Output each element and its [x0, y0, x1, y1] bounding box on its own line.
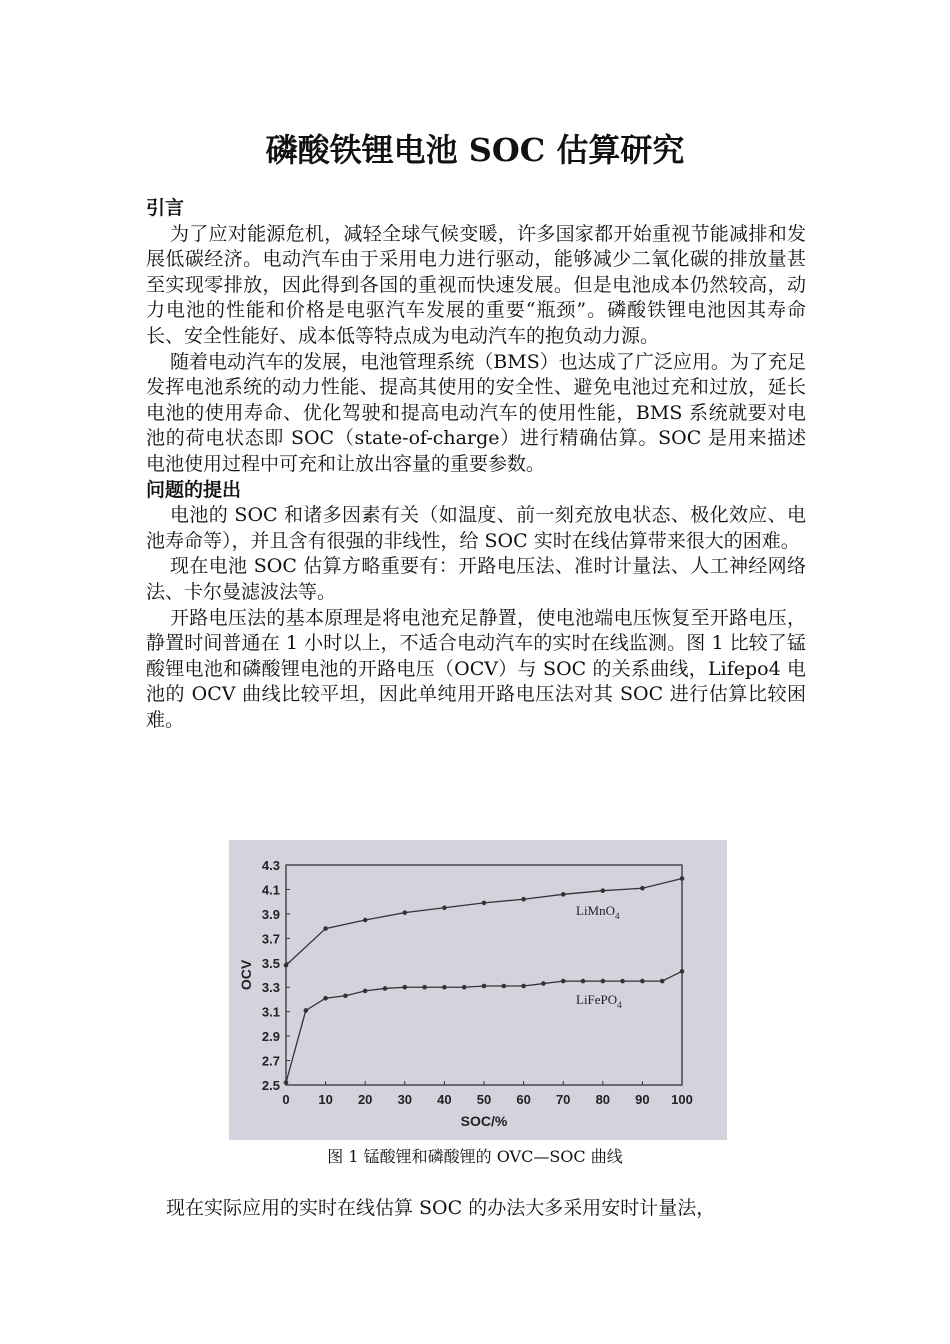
- series-point-1: [343, 993, 348, 998]
- series-point-0: [601, 888, 606, 893]
- x-tick-label: 30: [397, 1092, 413, 1107]
- problem-paragraph-1: 电池的 SOC 和诸多因素有关（如温度、前一刻充放电状态、极化效应、电池寿命等），并且含有很强的非线性，给 SOC 实时在线估算带来很大的困难。: [146, 504, 806, 552]
- series-point-0: [482, 901, 487, 906]
- y-tick-label: 2.7: [261, 1053, 280, 1069]
- series-point-1: [620, 979, 625, 984]
- document-title: 磷酸铁锂电池 SOC 估算研究: [265, 131, 685, 169]
- series-point-1: [442, 985, 447, 990]
- document-body: [146, 196, 806, 733]
- x-tick-label: 70: [555, 1092, 571, 1107]
- series-point-0: [680, 876, 685, 881]
- series-point-0: [284, 963, 289, 968]
- series-point-0: [561, 892, 566, 897]
- series-point-1: [502, 984, 507, 989]
- series-point-1: [640, 979, 645, 984]
- y-tick-label: 3.9: [261, 906, 280, 922]
- y-tick-label: 3.3: [261, 980, 280, 996]
- figure-caption: 图 1 锰酸锂和磷酸锂的 OVC—SOC 曲线: [327, 1147, 623, 1166]
- series-point-0: [521, 897, 526, 902]
- chart-svg: [229, 840, 727, 1140]
- series-point-0: [363, 918, 368, 923]
- series-point-1: [581, 979, 586, 984]
- intro-paragraph-1: 为了应对能源危机，减轻全球气候变暖，许多国家都开始重视节能减排和发展低碳经济。电动汽车由于采用电力进行驱动，能够减少二氧化碳的排放量甚至实现零排放，因此得到各国的重视而快速发展。但是电池成本仍然较高，动力电池的性能和价格是电驱汽车发展的重要“瓶颈”。磷酸铁锂电池因其寿命长、安全性能好、成本低等特点成为电动汽车的抱负动力源。: [146, 222, 806, 347]
- ocv-soc-chart: [229, 840, 727, 1140]
- series-point-1: [660, 979, 665, 984]
- problem-paragraph-3: 开路电压法的基本原理是将电池充足静置，使电池端电压恢复至开路电压，静置时间普通在 1 小时以上，不适合电动汽车的实时在线监测。图 1 比较了锰酸锂电池和磷酸锂电池的开路电压（OCV）与 SOC 的关系曲线，Lifepo4 电池的 OCV 曲线比较平坦，因此单纯用开路电压法对其 SOC 进行估算比较困难。: [146, 606, 806, 731]
- series-point-1: [601, 979, 606, 984]
- x-tick-label: 0: [282, 1092, 290, 1107]
- series-point-0: [403, 910, 408, 915]
- x-tick-label: 20: [357, 1092, 373, 1107]
- series-point-1: [284, 1080, 289, 1085]
- y-tick-label: 3.5: [261, 955, 280, 971]
- x-axis-label: SOC/%: [460, 1113, 508, 1129]
- y-tick-label: 3.1: [261, 1004, 280, 1020]
- x-tick-label: 80: [595, 1092, 611, 1107]
- y-tick-label: 2.5: [261, 1078, 280, 1093]
- x-tick-label: 50: [476, 1092, 492, 1107]
- series-point-1: [422, 985, 427, 990]
- y-tick-label: 4.3: [261, 858, 280, 873]
- series-point-0: [323, 926, 328, 931]
- series-point-1: [403, 985, 408, 990]
- y-axis-label: OCV: [238, 959, 254, 991]
- y-tick-label: 4.1: [261, 882, 280, 898]
- series-point-1: [482, 984, 487, 989]
- problem-paragraph-2: 现在电池 SOC 估算方略重要有：开路电压法、准时计量法、人工神经网络法、卡尔曼滤波法等。: [146, 555, 806, 603]
- series-point-1: [521, 984, 526, 989]
- series-point-1: [541, 981, 546, 986]
- series-point-1: [304, 1008, 309, 1013]
- section-heading-intro: 引言: [146, 197, 185, 219]
- y-tick-label: 2.9: [261, 1029, 280, 1045]
- series-point-1: [383, 986, 388, 991]
- series-point-0: [640, 886, 645, 891]
- series-point-1: [363, 989, 368, 994]
- series-point-1: [561, 979, 566, 984]
- x-tick-label: 60: [516, 1092, 531, 1107]
- section-heading-problem: 问题的提出: [146, 478, 242, 501]
- series-label-limno4: LiMnO$_4$: [576, 903, 620, 921]
- x-tick-label: 100: [671, 1092, 693, 1107]
- series-point-1: [462, 985, 467, 990]
- y-tick-label: 3.7: [261, 931, 280, 947]
- plot-frame: [286, 865, 682, 1085]
- series-point-1: [680, 969, 685, 974]
- series-line-0: [286, 878, 682, 965]
- x-tick-label: 90: [635, 1092, 650, 1107]
- series-point-0: [442, 905, 447, 910]
- intro-paragraph-2: 随着电动汽车的发展，电池管理系统（BMS）也达成了广泛应用。为了充足发挥电池系统的动力性能、提高其使用的安全性、避免电池过充和过放，延长电池的使用寿命、优化驾驶和提高电动汽车的使用性能，BMS 系统就要对电池的荷电状态即 SOC（state-of-charge）进行精确估算。SOC 是用来描述电池使用过程中可充和让放出容量的重要参数。: [146, 350, 806, 475]
- trailing-paragraph: 现在实际应用的实时在线估算 SOC 的办法大多采用安时计量法，: [166, 1197, 716, 1219]
- x-tick-label: 10: [318, 1092, 333, 1107]
- series-point-1: [323, 996, 328, 1001]
- series-label-lifepo4: LiFePO$_4$: [576, 992, 622, 1010]
- x-tick-label: 40: [437, 1092, 452, 1107]
